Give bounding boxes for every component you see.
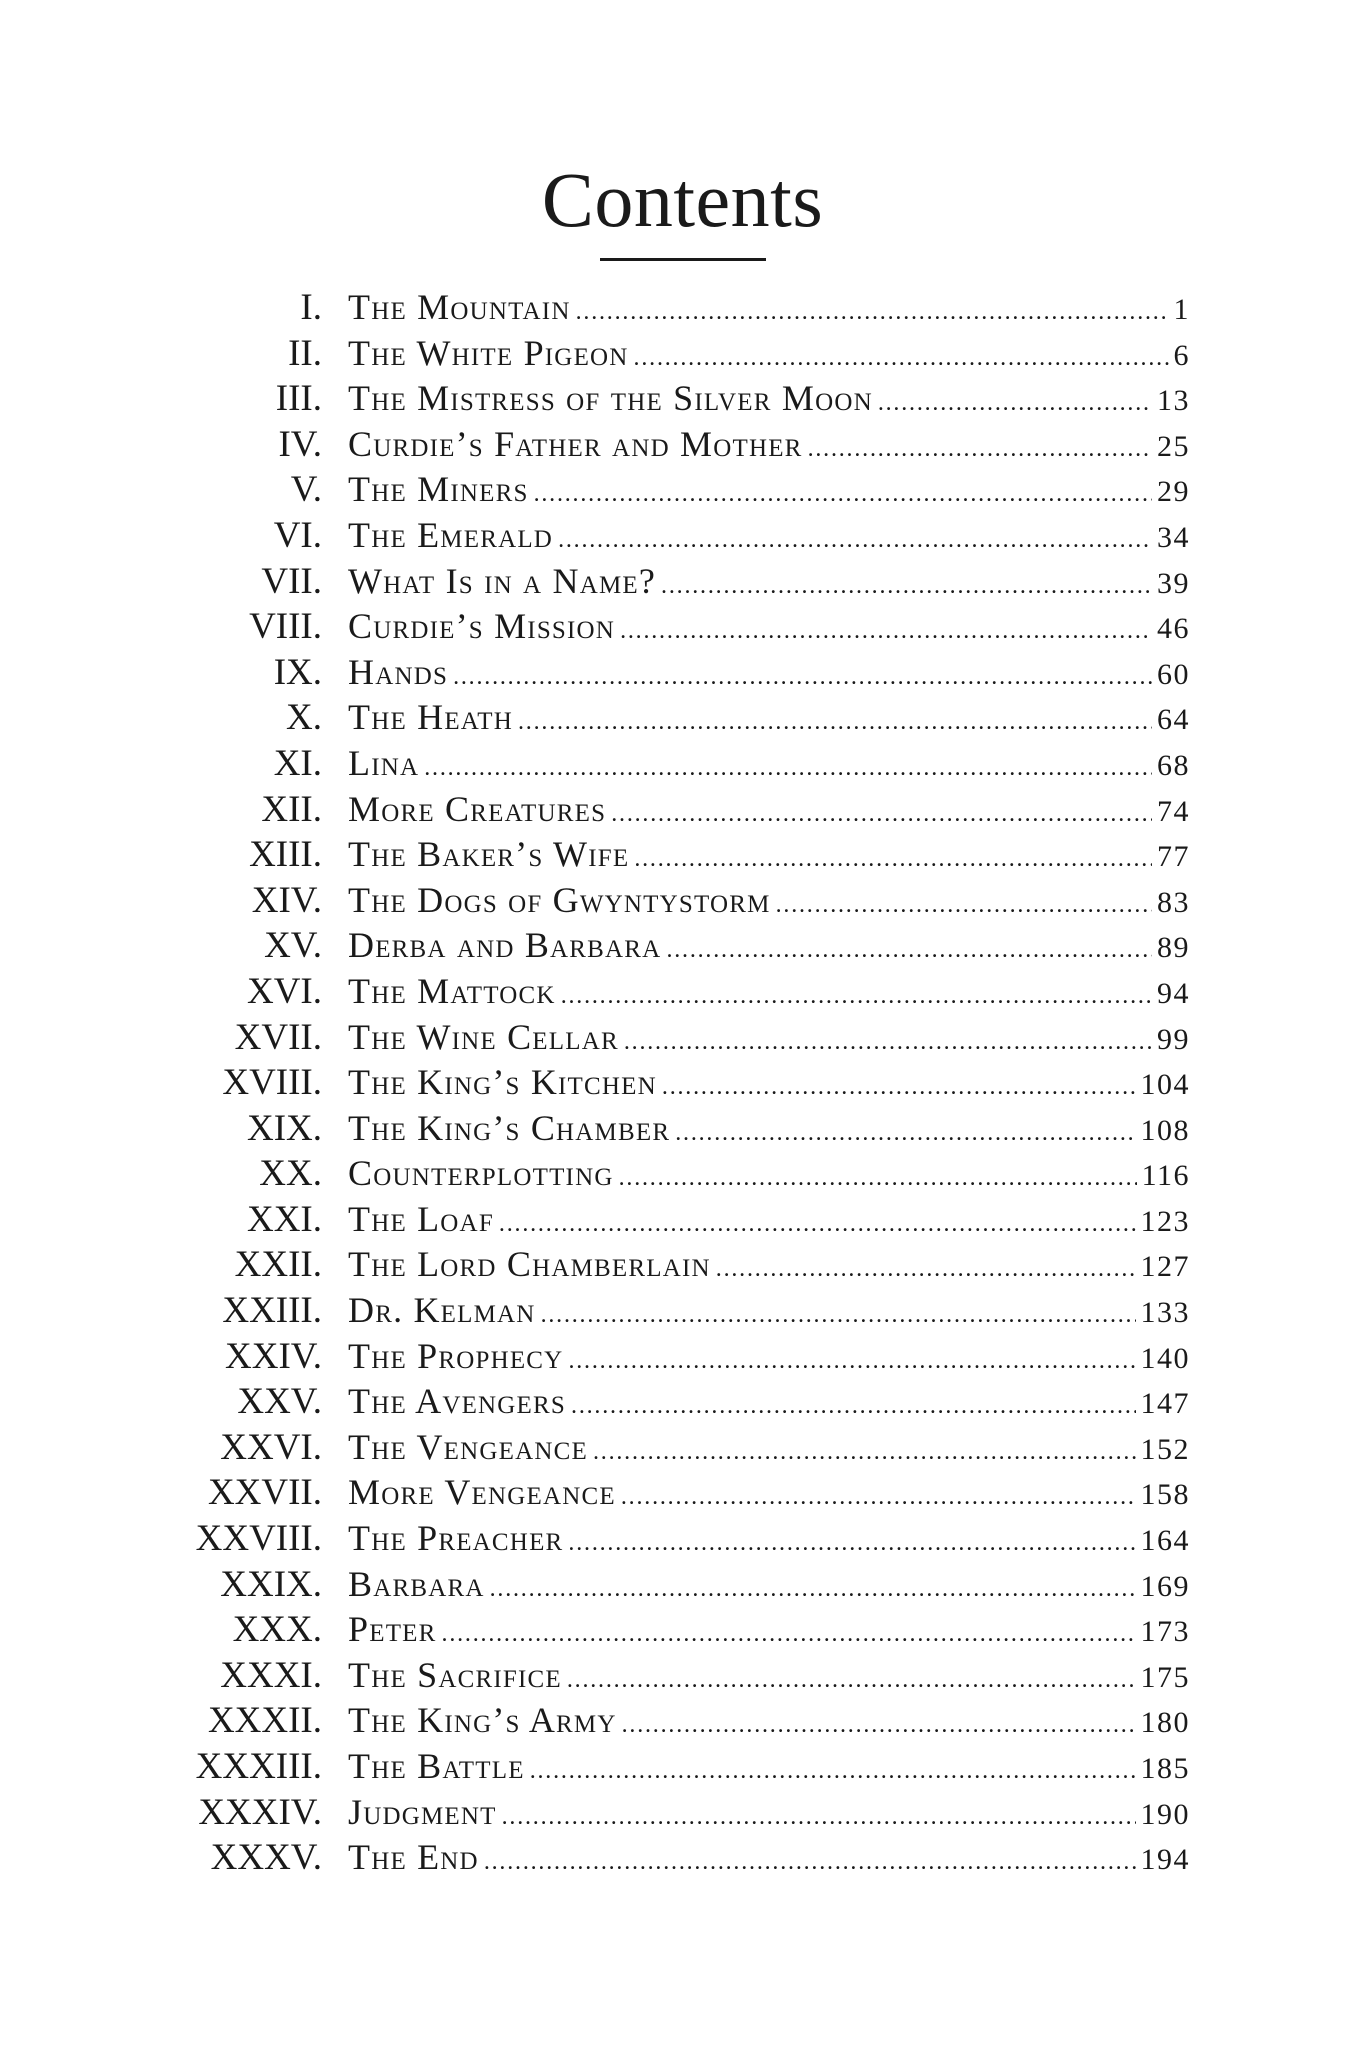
chapter-page-number: 180: [1140, 1706, 1190, 1740]
chapter-title: Counterplotting: [348, 1153, 614, 1194]
chapter-page-number: 46: [1157, 612, 1190, 646]
chapter-page-number: 89: [1157, 931, 1190, 965]
dot-leader: [621, 1475, 1136, 1520]
chapter-page-number: 99: [1157, 1022, 1190, 1056]
chapter-numeral: XXII.: [234, 1244, 322, 1286]
chapter-numeral: XV.: [264, 925, 322, 967]
dot-leader: [490, 1567, 1136, 1612]
chapter-entry: [348, 741, 1190, 786]
dot-leader: [541, 1293, 1136, 1338]
toc-entry[interactable]: [0, 1151, 1365, 1197]
chapter-title: More Creatures: [348, 788, 607, 829]
chapter-page-number: 175: [1140, 1660, 1190, 1694]
chapter-entry: [348, 513, 1190, 558]
dot-leader: [619, 1156, 1137, 1201]
chapter-page-number: 39: [1157, 566, 1190, 600]
chapter-page-number: 194: [1140, 1843, 1190, 1877]
chapter-page-number: 83: [1157, 885, 1190, 919]
chapter-title: Lina: [348, 742, 420, 783]
dot-leader: [576, 290, 1169, 335]
chapter-numeral: XXI.: [246, 1198, 322, 1240]
chapter-page-number: 74: [1157, 794, 1190, 828]
chapter-title: Curdie’s Mission: [348, 606, 616, 647]
chapter-numeral: XXVIII.: [195, 1518, 322, 1560]
chapter-page-number: 140: [1140, 1341, 1190, 1375]
chapter-entry: [348, 1334, 1190, 1379]
dot-leader: [620, 609, 1152, 654]
dot-leader: [776, 883, 1152, 928]
dot-leader: [499, 1202, 1136, 1247]
chapter-title: The Heath: [348, 697, 513, 738]
dot-leader: [561, 974, 1152, 1019]
chapter-numeral: XI.: [273, 742, 322, 784]
chapter-title: The Wine Cellar: [348, 1016, 619, 1057]
chapter-title: The Preacher: [348, 1518, 564, 1559]
chapter-page-number: 147: [1140, 1387, 1190, 1421]
chapter-title: The Avengers: [348, 1381, 567, 1422]
chapter-page-number: 34: [1157, 520, 1190, 554]
chapter-numeral: XXV.: [237, 1381, 322, 1423]
dot-leader: [484, 1840, 1136, 1885]
dot-leader: [634, 336, 1169, 381]
dot-leader: [558, 518, 1152, 563]
dot-leader: [568, 1339, 1135, 1384]
chapter-entry: [348, 376, 1190, 421]
chapter-page-number: 108: [1140, 1113, 1190, 1147]
toc-entry[interactable]: [0, 376, 1365, 422]
chapter-entry: [348, 1562, 1190, 1607]
chapter-title: The Mountain: [348, 287, 571, 327]
dot-leader: [716, 1247, 1136, 1292]
chapter-numeral: II.: [288, 332, 322, 374]
toc-entry[interactable]: [0, 1516, 1365, 1562]
toc-entry[interactable]: [0, 1698, 1365, 1744]
chapter-numeral: XVI.: [246, 970, 322, 1012]
chapter-title: The Sacrifice: [348, 1654, 562, 1695]
chapter-entry: [348, 787, 1190, 832]
chapter-entry: [348, 1288, 1190, 1333]
chapter-page-number: 127: [1140, 1250, 1190, 1284]
dot-leader: [878, 381, 1152, 426]
chapter-numeral: I.: [300, 287, 322, 328]
toc-entry[interactable]: [0, 832, 1365, 878]
toc-entry[interactable]: [0, 604, 1365, 650]
toc-entry[interactable]: [0, 923, 1365, 969]
dot-leader: [622, 1703, 1136, 1748]
chapter-page-number: 29: [1157, 475, 1190, 509]
toc-entry[interactable]: [0, 559, 1365, 605]
chapter-entry: [348, 604, 1190, 649]
chapter-entry: [348, 1470, 1190, 1515]
chapter-numeral: XXVII.: [207, 1472, 322, 1514]
chapter-title: The Mistress of the Silver Moon: [348, 378, 873, 419]
toc-entry[interactable]: [0, 1242, 1365, 1288]
chapter-entry: [348, 1015, 1190, 1060]
chapter-numeral: XXXI.: [220, 1654, 322, 1696]
toc-entry[interactable]: [0, 787, 1365, 833]
chapter-numeral: IX.: [273, 651, 322, 693]
dot-leader: [502, 1795, 1136, 1840]
chapter-entry: [348, 1516, 1190, 1561]
chapter-numeral: XXXIV.: [198, 1791, 322, 1833]
dot-leader: [571, 1384, 1135, 1429]
chapter-title: The Loaf: [348, 1198, 494, 1239]
chapter-numeral: XVIII.: [222, 1062, 322, 1104]
toc-entry[interactable]: [0, 650, 1365, 696]
chapter-numeral: XXXIII.: [195, 1746, 322, 1787]
chapter-entry: [348, 878, 1190, 923]
chapter-entry: [348, 923, 1190, 968]
chapter-page-number: 104: [1140, 1068, 1190, 1102]
chapter-title: Judgment: [348, 1791, 497, 1832]
dot-leader: [675, 1111, 1135, 1156]
chapter-title: Hands: [348, 651, 449, 692]
chapter-title: Derba and Barbara: [348, 925, 662, 966]
chapter-page-number: 123: [1140, 1204, 1190, 1238]
chapter-numeral: XX.: [259, 1153, 322, 1195]
chapter-page-number: 133: [1140, 1296, 1190, 1330]
chapter-entry: [348, 1151, 1190, 1196]
toc-entry[interactable]: [0, 695, 1365, 741]
chapter-entry: [348, 1242, 1190, 1287]
toc-entry[interactable]: [0, 1835, 1365, 1881]
toc-entry[interactable]: [0, 422, 1365, 468]
toc-entry[interactable]: [0, 1425, 1365, 1471]
toc-entry[interactable]: [0, 1106, 1365, 1152]
chapter-entry: [348, 650, 1190, 695]
dot-leader: [624, 1020, 1152, 1065]
chapter-page-number: 158: [1140, 1478, 1190, 1512]
chapter-numeral: VI.: [273, 514, 322, 556]
toc-entry[interactable]: [0, 467, 1365, 513]
chapter-entry: [348, 1106, 1190, 1151]
chapter-entry: [348, 285, 1190, 330]
chapter-entry: [348, 1835, 1190, 1880]
chapter-numeral: XXXV.: [210, 1837, 322, 1879]
chapter-page-number: 152: [1140, 1432, 1190, 1466]
title-divider: [600, 258, 766, 261]
chapter-entry: [348, 559, 1190, 604]
chapter-title: The Dogs of Gwyntystorm: [348, 879, 771, 920]
chapter-title: The Vengeance: [348, 1426, 588, 1467]
chapter-numeral: V.: [290, 469, 322, 511]
chapter-entry: [348, 1790, 1190, 1835]
chapter-page-number: 60: [1157, 657, 1190, 691]
dot-leader: [634, 837, 1152, 882]
chapter-entry: [348, 1698, 1190, 1743]
chapter-page-number: 94: [1157, 976, 1190, 1010]
toc-entry[interactable]: [0, 1197, 1365, 1243]
chapter-entry: [348, 331, 1190, 376]
chapter-numeral: XXVI.: [220, 1426, 322, 1468]
toc-entry[interactable]: [0, 513, 1365, 559]
toc-entry[interactable]: [0, 1379, 1365, 1425]
dot-leader: [424, 746, 1152, 791]
chapter-numeral: VIII.: [249, 606, 322, 648]
chapter-entry: [348, 1379, 1190, 1424]
chapter-page-number: 64: [1157, 703, 1190, 737]
chapter-page-number: 185: [1140, 1752, 1190, 1785]
chapter-numeral: XXX.: [232, 1609, 322, 1651]
dot-leader: [518, 700, 1152, 745]
dot-leader: [530, 1749, 1136, 1794]
chapter-title: The King’s Army: [348, 1700, 617, 1741]
toc-entry[interactable]: [0, 1060, 1365, 1106]
dot-leader: [534, 472, 1152, 517]
chapter-numeral: IV.: [278, 423, 322, 465]
toc-entry[interactable]: [0, 1607, 1365, 1653]
chapter-title: The King’s Chamber: [348, 1107, 671, 1148]
chapter-numeral: XII.: [261, 788, 322, 830]
dot-leader: [568, 1521, 1135, 1566]
toc-entry[interactable]: [0, 1790, 1365, 1836]
dot-leader: [611, 792, 1152, 837]
chapter-page-number: 169: [1140, 1569, 1190, 1603]
dot-leader: [662, 1065, 1136, 1110]
chapter-numeral: XXXII.: [207, 1700, 322, 1742]
page-title: Contents: [541, 156, 824, 243]
chapter-title: The End: [348, 1837, 479, 1878]
table-of-contents: [0, 285, 1365, 1881]
chapter-title: What Is in a Name?: [348, 560, 657, 601]
chapter-title: The Battle: [348, 1746, 525, 1786]
chapter-page-number: 116: [1141, 1159, 1190, 1193]
chapter-entry: [348, 1607, 1190, 1652]
chapter-entry: [348, 969, 1190, 1014]
chapter-numeral: XIX.: [246, 1107, 322, 1149]
toc-entry[interactable]: [0, 1653, 1365, 1699]
chapter-entry: [348, 695, 1190, 740]
toc-entry[interactable]: [0, 331, 1365, 377]
dot-leader: [453, 655, 1152, 700]
chapter-page-number: 190: [1140, 1797, 1190, 1831]
chapter-title: The Emerald: [348, 514, 554, 555]
chapter-numeral: III.: [275, 378, 322, 420]
chapter-page-number: 77: [1157, 840, 1190, 874]
chapter-entry: [348, 1744, 1190, 1789]
dot-leader: [567, 1658, 1136, 1703]
toc-entry[interactable]: [0, 878, 1365, 924]
dot-leader: [661, 564, 1152, 609]
chapter-numeral: XIII.: [249, 834, 322, 876]
chapter-numeral: XXIV.: [225, 1335, 322, 1377]
chapter-title: The White Pigeon: [348, 332, 629, 373]
chapter-title: The Mattock: [348, 970, 556, 1011]
toc-entry[interactable]: [0, 969, 1365, 1015]
dot-leader: [593, 1430, 1136, 1475]
chapter-numeral: VII.: [261, 560, 322, 602]
chapter-page-number: 164: [1140, 1524, 1190, 1558]
toc-entry[interactable]: [0, 1015, 1365, 1061]
chapter-title: Barbara: [348, 1563, 485, 1604]
chapter-title: The Miners: [348, 469, 529, 510]
chapter-entry: [348, 832, 1190, 877]
chapter-numeral: XIV.: [251, 879, 322, 921]
chapter-entry: [348, 1653, 1190, 1698]
toc-entry[interactable]: [0, 741, 1365, 787]
chapter-page-number: 13: [1157, 384, 1190, 418]
chapter-page-number: 68: [1157, 748, 1190, 782]
toc-entry[interactable]: [0, 1470, 1365, 1516]
toc-entry[interactable]: [0, 1334, 1365, 1380]
chapter-page-number: 173: [1140, 1615, 1190, 1649]
chapter-page-number: 25: [1157, 429, 1190, 463]
chapter-numeral: XXIX.: [220, 1563, 322, 1605]
dot-leader: [666, 928, 1152, 973]
chapter-entry: [348, 1197, 1190, 1242]
toc-entry[interactable]: [0, 285, 1365, 331]
chapter-entry: [348, 1425, 1190, 1470]
chapter-page-number: 1: [1173, 293, 1190, 326]
toc-entry[interactable]: [0, 1744, 1365, 1790]
toc-entry[interactable]: [0, 1288, 1365, 1334]
chapter-title: Peter: [348, 1609, 437, 1650]
chapter-entry: [348, 467, 1190, 512]
chapter-entry: [348, 1060, 1190, 1105]
dot-leader: [442, 1612, 1136, 1657]
chapter-title: The Prophecy: [348, 1335, 564, 1376]
chapter-title: Curdie’s Father and Mother: [348, 423, 803, 464]
chapter-title: The Lord Chamberlain: [348, 1244, 711, 1285]
chapter-title: More Vengeance: [348, 1472, 616, 1513]
chapter-numeral: XVII.: [234, 1016, 322, 1058]
toc-entry[interactable]: [0, 1562, 1365, 1608]
chapter-title: The King’s Kitchen: [348, 1062, 657, 1103]
chapter-entry: [348, 422, 1190, 467]
chapter-title: Dr. Kelman: [348, 1290, 536, 1331]
chapter-numeral: X.: [286, 697, 322, 739]
chapter-page-number: 6: [1173, 338, 1190, 372]
dot-leader: [808, 427, 1152, 472]
chapter-numeral: XXIII.: [222, 1290, 322, 1332]
chapter-title: The Baker’s Wife: [348, 834, 630, 875]
